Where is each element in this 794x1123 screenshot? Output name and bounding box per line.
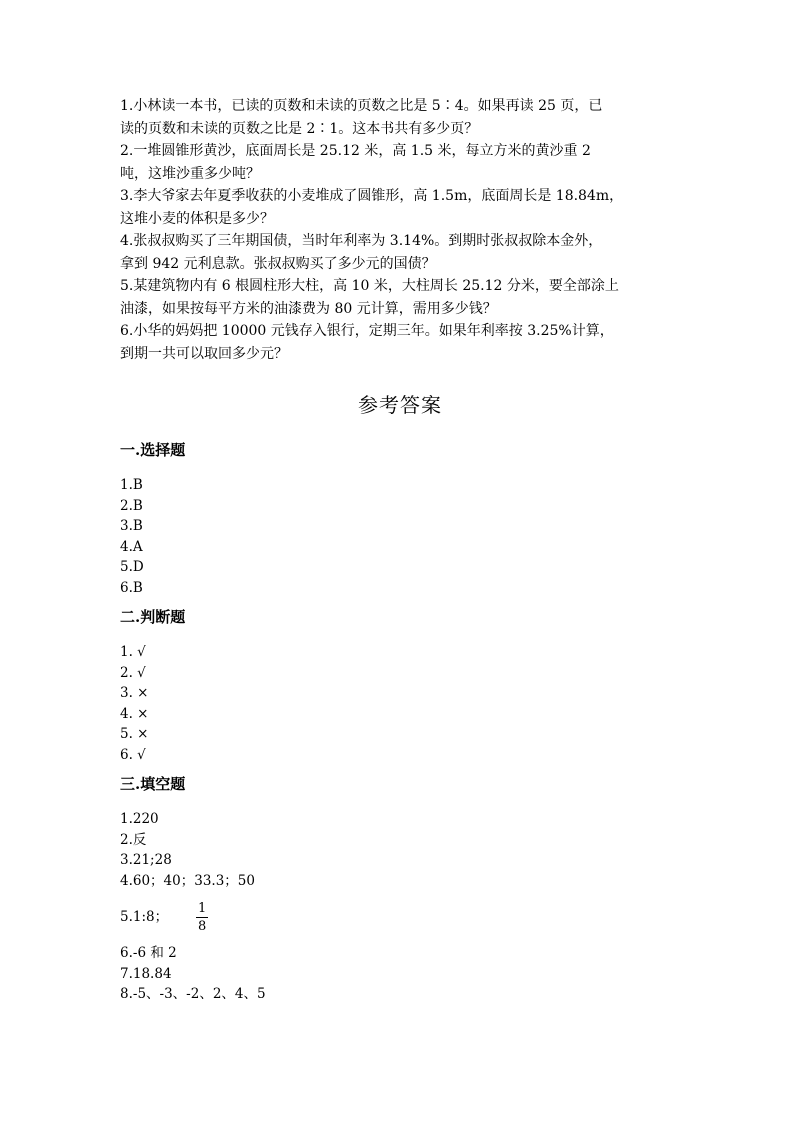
fill-answer: 8.-5、-3、-2、2、4、5 [120,986,266,1002]
fraction [196,901,208,934]
fraction-numerator: 1 [197,900,207,916]
question-1-line-1: 1.小林读一本书，已读的页数和未读的页数之比是 5∶4。如果再读 25 页，已 [120,98,603,114]
fill-answer: 6.-6 和 2 [120,945,177,961]
question-3-line-1: 3.李大爷家去年夏季收获的小麦堆成了圆锥形，高 1.5m，底面周长是 18.84m， [120,188,624,204]
section-heading-fill: 三.填空题 [120,775,186,793]
judge-answer: 1. √ [120,644,146,660]
fill-answer: 2.反 [120,831,147,848]
choice-answer: 2.B [120,497,143,514]
question-2-line-2: 吨，这堆沙重多少吨？ [120,165,260,182]
choice-answer: 4.A [120,538,143,555]
document-page [120,95,680,1005]
question-6-line-2: 到期一共可以取回多少元？ [120,345,288,362]
fill-answer: 3.21;28 [120,852,172,868]
choice-answer: 1.B [120,477,143,493]
section-choice [120,439,680,598]
section-judge [120,606,680,765]
section-heading-choice: 一.选择题 [120,441,186,459]
question-3-line-2: 这堆小麦的体积是多少？ [120,210,274,227]
judge-answer: 5. × [120,726,149,742]
question-1-line-2: 读的页数和未读的页数之比是 2∶1。这本书共有多少页？ [120,120,479,137]
question-2-line-1: 2.一堆圆锥形黄沙，底面周长是 25.12 米，高 1.5 米，每立方米的黄沙重 2 [120,143,591,159]
answers-title: 参考答案 [358,393,442,417]
question-5-line-2: 油漆，如果按每平方米的油漆费为 80 元计算，需用多少钱？ [120,300,497,317]
section-fill [120,773,680,1005]
question-4-line-2: 拿到 942 元利息款。张叔叔购买了多少元的国债？ [120,255,436,272]
fill-answer: 1.220 [120,811,159,827]
question-5-line-1: 5.某建筑物内有 6 根圆柱形大柱，高 10 米，大柱周长 25.12 分米，要全部涂上 [120,278,619,294]
judge-answer: 4. × [120,705,149,722]
choice-answer: 3.B [120,518,143,534]
fraction-denominator: 8 [197,918,207,934]
judge-answer: 2. √ [120,664,146,681]
fraction-bar [196,917,208,918]
question-6-line-1: 6.小华的妈妈把 10000 元钱存入银行，定期三年。如果年利率按 3.25%计算， [120,323,614,339]
choice-answer: 5.D [120,559,144,575]
fill-answer-5 [120,891,680,943]
section-heading-judge: 二.判断题 [120,608,186,626]
question-4-line-1: 4.张叔叔购买了三年期国债，当时年利率为 3.14%。到期时张叔叔除本金外， [120,233,603,249]
judge-answer: 6. √ [120,746,146,763]
fill-answer-5-text: 5.1:8； [120,908,169,925]
choice-answer: 6.B [120,579,143,596]
fill-answer: 7.18.84 [120,965,172,982]
questions-block [120,95,680,365]
judge-answer: 3. × [120,685,149,701]
fill-answer: 4.60；40；33.3；50 [120,872,255,889]
